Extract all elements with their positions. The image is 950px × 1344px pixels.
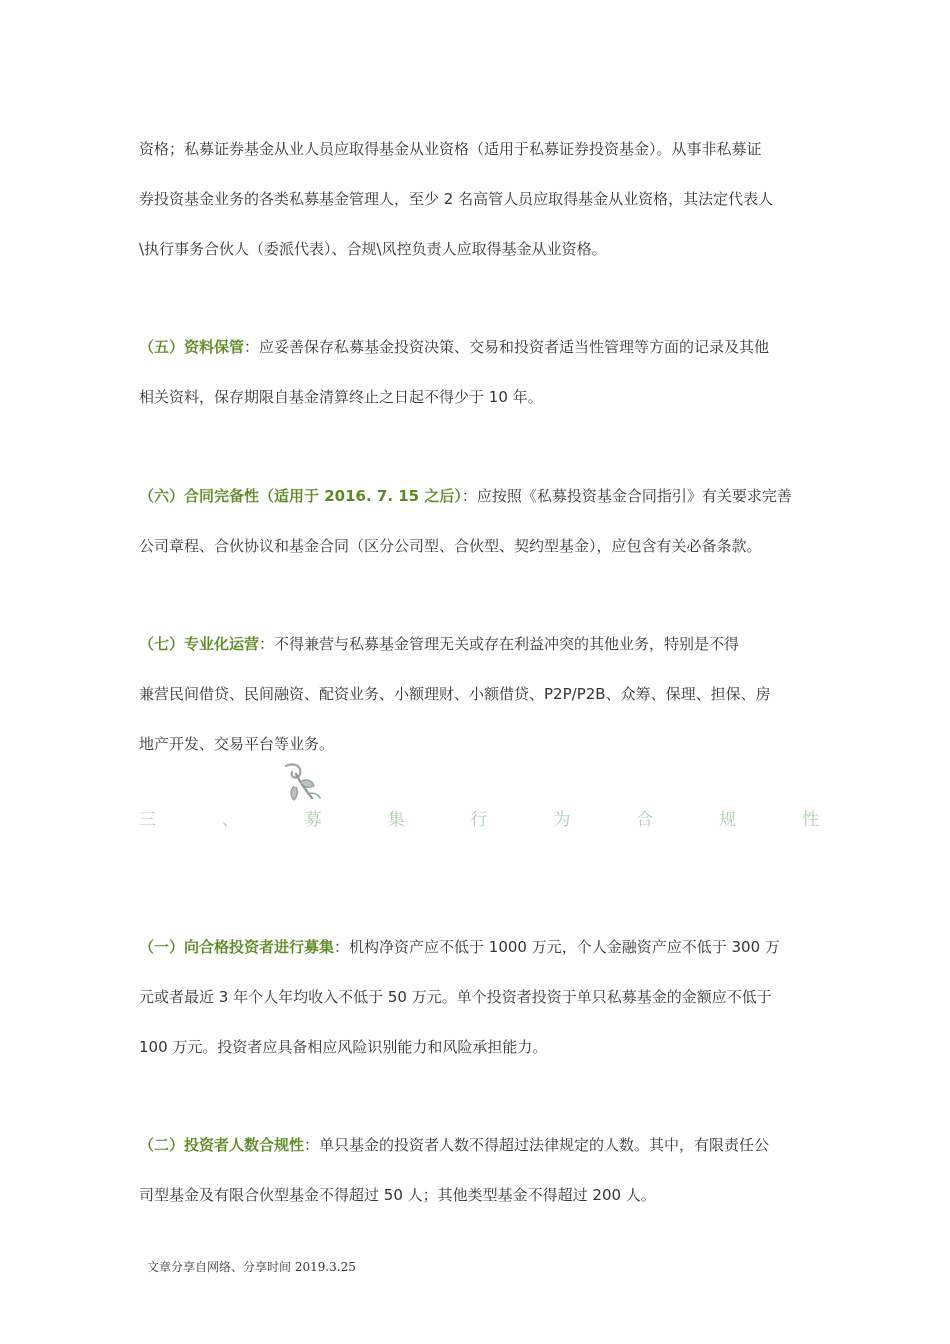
- paragraph-line: [139, 1120, 819, 1170]
- paragraph-line: [139, 922, 819, 972]
- item-label: （六）合同完备性（适用于 2016. 7. 15 之后）: [139, 487, 462, 505]
- paragraph-record-keeping: [139, 322, 819, 422]
- paragraph-line: [139, 322, 819, 372]
- paragraph-qualified-investors: [139, 922, 819, 1072]
- section-heading-fundraising-compliance: [139, 805, 819, 835]
- paragraph-line: \执行事务合伙人（委派代表）、合规\风控负责人应取得基金从业资格。: [139, 240, 607, 258]
- item-label: （七）专业化运营: [139, 635, 260, 653]
- heading-char: 行: [470, 810, 488, 830]
- paragraph-line: 100 万元。投资者应具备相应风险识别能力和风险承担能力。: [139, 1038, 548, 1056]
- paragraph-contract-completeness: [139, 471, 819, 571]
- item-label: （二）投资者人数合规性: [139, 1136, 305, 1154]
- paragraph-investor-count: [139, 1120, 819, 1220]
- item-label: （五）资料保管: [139, 338, 245, 356]
- paragraph-line: 兼营民间借贷、民间融资、配资业务、小额理财、小额借贷、P2P/P2B、众筹、保理、担保、房: [139, 685, 771, 703]
- item-text: ：应妥善保存私募基金投资决策、交易和投资者适当性管理等方面的记录及其他: [244, 338, 770, 356]
- heading-char: 三: [139, 810, 156, 830]
- paragraph-line: 元或者最近 3 年个人年均收入不低于 50 万元。单个投资者投资于单只私募基金的金额应不低于: [139, 988, 772, 1006]
- paragraph-line: [139, 471, 819, 521]
- paragraph-line: 相关资料，保存期限自基金清算终止之日起不得少于 10 年。: [139, 388, 543, 406]
- heading-char: 规: [719, 810, 737, 830]
- heading-char: 集: [387, 810, 405, 830]
- paragraph-line: 券投资基金业务的各类私募基金管理人，至少 2 名高管人员应取得基金从业资格，其法定代表人: [139, 190, 774, 208]
- item-text: ：应按照《私募投资基金合同指引》有关要求完善: [461, 487, 792, 505]
- heading-char: 性: [802, 810, 819, 830]
- heading-char: 为: [553, 810, 571, 830]
- heading-char: 合: [636, 810, 654, 830]
- heading-char: 、: [221, 810, 239, 830]
- paragraph-line: 公司章程、合伙协议和基金合同（区分公司型、合伙型、契约型基金），应包含有关必备条款。: [139, 537, 762, 555]
- page-footer: 文章分享自网络、分享时间 2019.3.25: [147, 1260, 356, 1274]
- paragraph-specialized-operation: [139, 619, 819, 769]
- item-text: ：单只基金的投资者人数不得超过法律规定的人数。其中，有限责任公: [304, 1136, 770, 1154]
- paragraph-line: 司型基金及有限合伙型基金不得超过 50 人；其他类型基金不得超过 200 人。: [139, 1186, 656, 1204]
- paragraph-line: 地产开发、交易平台等业务。: [139, 735, 335, 753]
- paragraph-line: 资格；私募证券基金从业人员应取得基金从业资格（适用于私募证券投资基金）。从事非私募证: [139, 140, 762, 158]
- paragraph-qualification: [139, 124, 819, 274]
- item-label: （一）向合格投资者进行募集: [139, 938, 335, 956]
- leaf-ornament-icon: [278, 760, 324, 804]
- paragraph-line: [139, 619, 819, 669]
- item-text: ：机构净资产应不低于 1000 万元，个人金融资产应不低于 300 万: [334, 938, 780, 956]
- heading-char: 募: [304, 810, 322, 830]
- item-text: ：不得兼营与私募基金管理无关或存在利益冲突的其他业务，特别是不得: [259, 635, 740, 653]
